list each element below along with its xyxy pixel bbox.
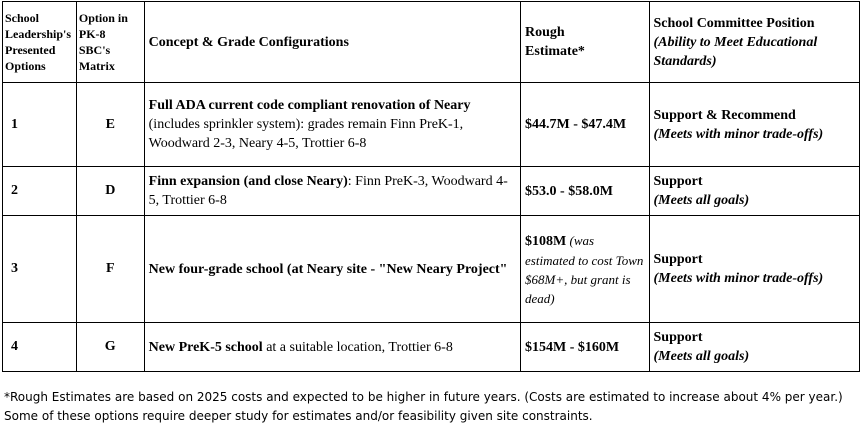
options-table [2,1,860,372]
matrix-option: D [76,167,144,216]
footnote [4,388,862,426]
header-leadership-options: School Leadership's Presented Options [3,2,77,83]
concept-cell: New PreK-5 school at a suitable location, Trottier 6-8 [144,323,520,372]
header-concept: Concept & Grade Configurations [144,2,520,83]
table-row [3,167,860,216]
table-row [3,83,860,167]
option-number: 3 [3,216,77,323]
estimate-cell: $154M - $160M [521,323,649,372]
matrix-option: E [76,83,144,167]
option-number: 1 [3,83,77,167]
header-sbc-matrix-option: Option in PK-8 SBC's Matrix [76,2,144,83]
estimate-cell: $44.7M - $47.4M [521,83,649,167]
estimate-cell: $108M (was estimated to cost Town $68M+, but grant is dead) [521,216,649,323]
option-number: 2 [3,167,77,216]
concept-cell: New four-grade school (at Neary site - "New Neary Project" [144,216,520,323]
estimate-cell: $53.0 - $58.0M [521,167,649,216]
matrix-option: G [76,323,144,372]
table-header-row [3,2,860,83]
table-row [3,323,860,372]
concept-cell: Finn expansion (and close Neary): Finn PreK-3, Woodward 4-5, Trottier 6-8 [144,167,520,216]
header-rough-estimate: Rough Estimate* [521,2,649,83]
matrix-option: F [76,216,144,323]
footnote-line-2: Some of these options require deeper study for estimates and/or feasibility given site constraints. [4,409,593,423]
position-cell: Support (Meets all goals) [649,167,859,216]
table-row [3,216,860,323]
position-cell: Support (Meets with minor trade-offs) [649,216,859,323]
footnote-line-1: *Rough Estimates are based on 2025 costs and expected to be higher in future years. (Costs are estimated to increase about 4% per year.) [4,390,843,404]
option-number: 4 [3,323,77,372]
header-committee-position: School Committee Position (Ability to Meet Educational Standards) [649,2,859,83]
position-cell: Support & Recommend (Meets with minor trade-offs) [649,83,859,167]
position-cell: Support (Meets all goals) [649,323,859,372]
concept-cell: Full ADA current code compliant renovation of Neary (includes sprinkler system): grades remain Finn PreK-1, Woodward 2-3, Neary 4-5, Trottier 6-8 [144,83,520,167]
